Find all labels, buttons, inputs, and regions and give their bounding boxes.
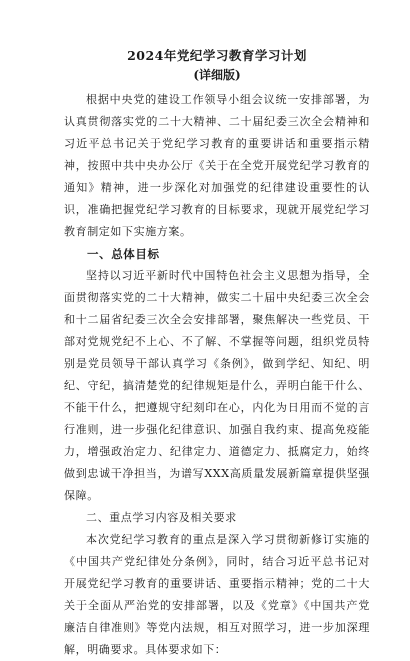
section1-paragraph: 坚持以习近平新时代中国特色社会主义思想为指导，全面贯彻落实党的二十大精神，做实二十届中央纪委三次全会和十二届省纪委三次全会安排部署，聚焦解决一些党员、干部对党规党纪不上心、不了解、不掌握等问题，组织党员特别是党员领导干部认真学习《条例》，做到学纪、知纪、明纪、守纪，搞清楚党的纪律规矩是什么，弄明白能干什么、不能干什么，把遵规守纪刻印在心，内化为日用而不觉的言行准则，进一步强化纪律意识、加强自我约束、提高免疫能力，增强政治定力、纪律定力、道德定力、抵腐定力，始终做到忠诚干净担当，为谱写XXX高质量发展新篇章提供坚强保障。 [64,269,370,502]
intro-paragraph: 根据中央党的建设工作领导小组会议统一安排部署，为认真贯彻落实党的二十大精神、二十届纪委三次全会精神和习近平总书记关于党纪学习教育的重要讲话和重要指示精神，按照中共中央办公厅《关于在全党开展党纪学习教育的通知》精神，进一步深化对加强党的纪律建设重要性的认识，准确把握党纪学习教育的目标要求，现就开展党纪学习教育制定如下实施方案。 [64,93,370,238]
document-subtitle: (详细版) [193,68,241,82]
section2-heading: 二、重点学习内容及相关要求 [86,511,237,524]
section2-paragraph: 本次党纪学习教育的重点是深入学习贯彻新修订实施的《中国共产党纪律处分条例》，同时，结合习近平总书记对开展党纪学习教育的重要讲话、重要指示精神；党的二十大关于全面从严治党的安排部署，以及《党章》《中国共产党廉洁自律准则》等党内法规，相互对照学习，进一步加深理解，明确要求。具体要求如下： [64,533,370,656]
section1-heading: 一、总体目标 [87,247,160,261]
document-title: 2024年党纪学习教育学习计划 [127,48,307,63]
